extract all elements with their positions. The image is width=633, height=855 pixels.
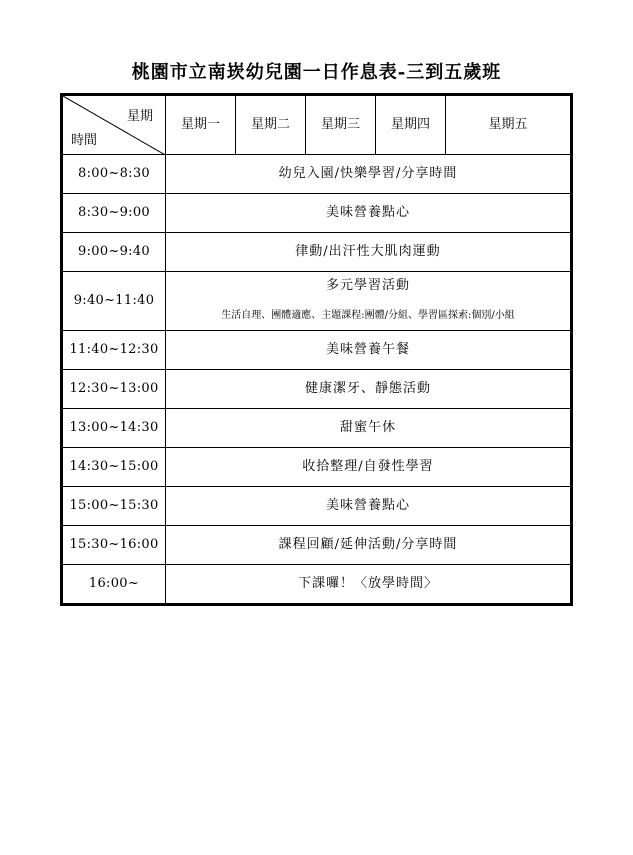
activity-label: 美味營養點心 <box>325 205 410 220</box>
activity-cell <box>166 526 572 565</box>
activity-label: 課程回顧/延伸活動/分享時間 <box>278 537 458 552</box>
weekday-axis-label: 星期 <box>126 109 153 124</box>
activity-cell <box>166 448 572 487</box>
activity-label: 律動/出汗性大肌肉運動 <box>295 244 441 259</box>
activity-cell <box>166 233 572 272</box>
time-cell: 9:00~9:40 <box>62 233 166 272</box>
activity-label: 多元學習活動 <box>325 278 410 293</box>
table-row <box>62 409 572 448</box>
table-row <box>62 272 572 331</box>
day-header-tuesday: 星期二 <box>236 95 306 155</box>
activity-label: 下課囉！〈放學時間〉 <box>297 576 438 591</box>
table-row <box>62 331 572 370</box>
table-row <box>62 155 572 194</box>
activity-label: 健康潔牙、靜態活動 <box>304 381 431 396</box>
day-header-monday: 星期一 <box>166 95 236 155</box>
activity-cell <box>166 155 572 194</box>
activity-cell <box>166 409 572 448</box>
activity-cell <box>166 370 572 409</box>
activity-cell <box>166 194 572 233</box>
time-cell: 14:30~15:00 <box>62 448 166 487</box>
activity-detail: 生活自理、團體適應、主題課程:團體/分組、學習區探索:個別/小組 <box>221 310 515 321</box>
time-cell: 8:00~8:30 <box>62 155 166 194</box>
activity-cell <box>166 272 572 331</box>
day-header-friday: 星期五 <box>446 95 572 155</box>
time-axis-label: 時間 <box>71 133 98 148</box>
page-title: 桃園市立南崁幼兒園一日作息表-三到五歲班 <box>131 62 502 83</box>
schedule-table <box>60 93 573 606</box>
activity-label: 美味營養點心 <box>325 498 410 513</box>
corner-header-cell <box>62 95 166 155</box>
header-row <box>62 95 572 155</box>
activity-cell <box>166 331 572 370</box>
table-row <box>62 194 572 233</box>
time-cell: 15:30~16:00 <box>62 526 166 565</box>
table-row <box>62 370 572 409</box>
time-cell: 13:00~14:30 <box>62 409 166 448</box>
table-row <box>62 448 572 487</box>
time-cell: 9:40~11:40 <box>62 272 166 331</box>
day-header-wednesday: 星期三 <box>306 95 376 155</box>
table-row <box>62 565 572 605</box>
activity-cell <box>166 565 572 605</box>
table-row <box>62 526 572 565</box>
table-row <box>62 233 572 272</box>
activity-label: 收拾整理/自發性學習 <box>302 459 434 474</box>
time-cell: 11:40~12:30 <box>62 331 166 370</box>
activity-label: 幼兒入園/快樂學習/分享時間 <box>278 166 458 181</box>
activity-cell <box>166 487 572 526</box>
activity-label: 甜蜜午休 <box>339 420 396 435</box>
table-row <box>62 487 572 526</box>
time-cell: 8:30~9:00 <box>62 194 166 233</box>
activity-label: 美味營養午餐 <box>325 342 410 357</box>
time-cell: 15:00~15:30 <box>62 487 166 526</box>
time-cell: 16:00~ <box>62 565 166 605</box>
time-cell: 12:30~13:00 <box>62 370 166 409</box>
day-header-thursday: 星期四 <box>376 95 446 155</box>
